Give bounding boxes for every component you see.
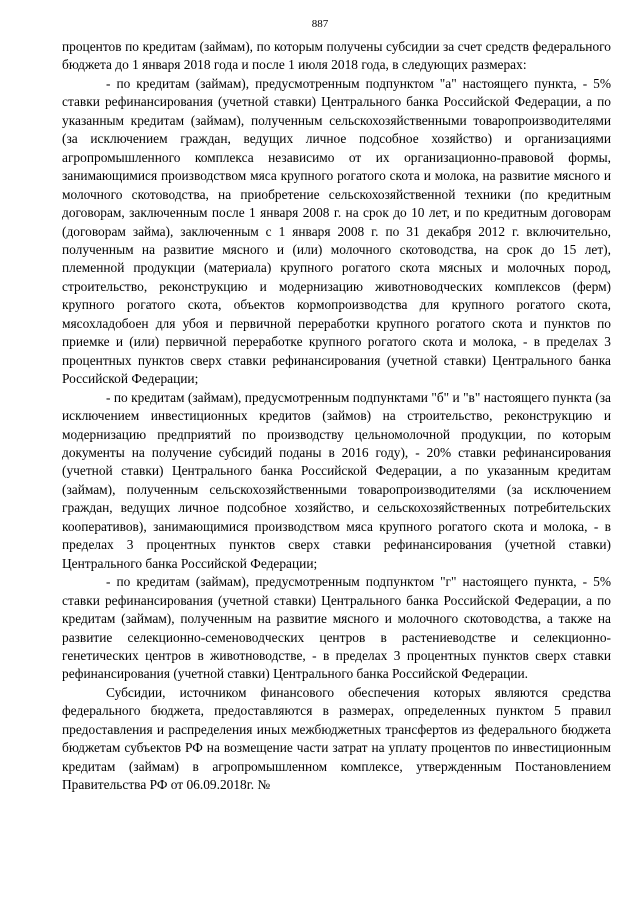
paragraph-subitem-g: - по кредитам (займам), предусмотренным подпунктом "г" настоящего пункта, - 5% ставки рефинансирования (учетной ставки) Центрального банка Российской Федерации, а по кредитам (займам), полученным на развитие мясного и молочного скотоводства, а также на развитие селекционно-семеноводческих центров в растениеводстве и селекционно-генетических центров в животноводстве, - в пределах 3 процентных пунктов сверх ставки рефинансирования (учетной ставки) Центрального банка Российской Федерации. bbox=[62, 574, 611, 682]
paragraph-intro: процентов по кредитам (займам), по которым получены субсидии за счет средств федерального бюджета до 1 января 2018 года и после 1 июля 2018 года, в следующих размерах: bbox=[62, 39, 611, 73]
body-text bbox=[62, 38, 611, 795]
paragraph-subsidies: Субсидии, источником финансового обеспечения которых являются средства федерального бюджета, предоставляются в размерах, определенных пунктом 5 правил предоставления и распределения иных межбюджетных трансфертов из федерального бюджета бюджетам субъектов РФ на возмещение части затрат на уплату процентов по инвестиционным кредитам (займам) в агропромышленном комплексе, утвержденным Постановлением Правительства РФ от 06.09.2018г. № bbox=[62, 684, 611, 793]
page-number: 887 bbox=[311, 18, 329, 30]
paragraph-subitem-a: - по кредитам (займам), предусмотренным подпунктом "а" настоящего пункта, - 5% ставки рефинансирования (учетной ставки) Центрального банка Российской Федерации, а по указанным кредитам (займам), полученным сельскохозяйственными товаропроизводителями (за исключением граждан, ведущих личное подсобное хозяйство) и организациями агропромышленного комплекса независимо от их организационно-правовой формы, занимающимися производством мяса крупного рогатого скота и молока, на развитие мясного и молочного скотоводства, на приобретение сельскохозяйственной техники (по кредитным договорам, заключенным после 1 января 2008 г. на срок до 10 лет, и по кредитным договорам (договорам займа), заключенным с 1 января 2008 г. по 31 декабря 2012 г. включительно, полученным на развитие мясного и (или) молочного скотоводства, на срок до 15 лет), племенной продукции (материала) крупного рогатого скота мясных и молочных пород, строительство, реконструкцию и модернизацию животноводческих комплексов (ферм) крупного рогатого скота, объектов кормопроизводства для крупного рогатого скота, мясохладобоен для убоя и первичной переработки крупного рогатого скота и пунктов по приемке и (или) первичной переработке крупного рогатого скота и молока, - в пределах 3 процентных пунктов сверх ставки рефинансирования (учетной ставки) Центрального банка Российской Федерации; bbox=[62, 75, 611, 387]
paragraph-subitem-b-v: - по кредитам (займам), предусмотренным подпунктами "б" и "в" настоящего пункта (за исключением инвестиционных кредитов (займов) на строительство, реконструкцию и модернизацию предприятий по производству цельномолочной продукции, по которым документы на получение субсидий поданы в 2016 году), - 20% ставки рефинансирования (учетной ставки) Центрального банка Российской Федерации, а по указанным кредитам (займам), полученным сельскохозяйственными товаропроизводителями (за исключением граждан, ведущих личное подсобное хозяйство, и сельскохозяйственных потребительских кооперативов), занимающимися производством мяса крупного рогатого скота и молока, - в пределах 3 процентных пунктов сверх ставки рефинансирования (учетной ставки) Центрального банка Российской Федерации; bbox=[62, 389, 611, 571]
